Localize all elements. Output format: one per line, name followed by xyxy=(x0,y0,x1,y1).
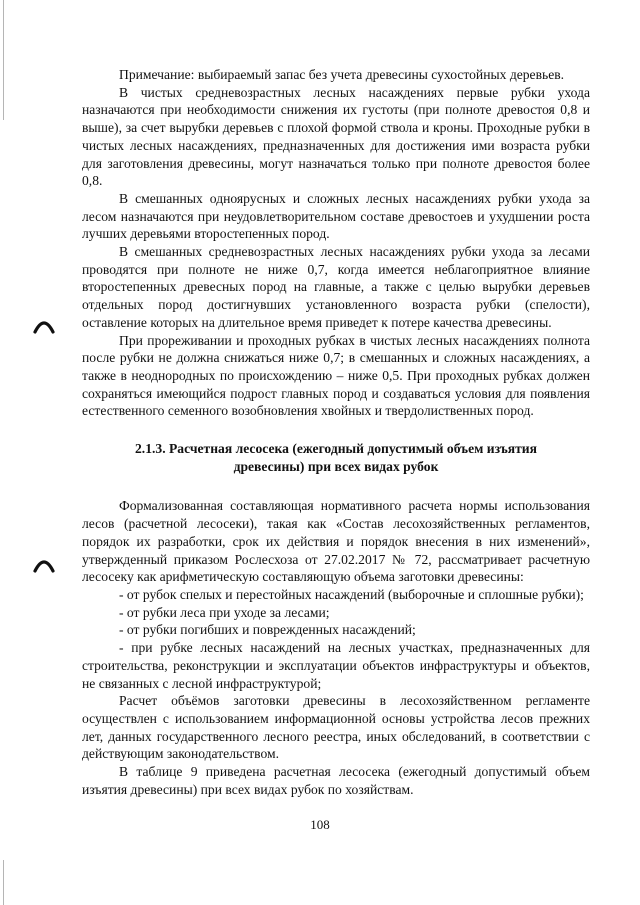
section-heading xyxy=(82,440,590,475)
intro-paragraph: Формализованная составляющая нормативного расчета нормы использования лесов (расчетной лесосеки), такая как «Состав лесохозяйственных регламентов, порядок их разработки, срок их действия и порядок внесения в них изменений», утвержденный приказом Рослесхоза от 27.02.2017 № 72, рассматривает расчетную лесосеку как арифметическую составляющую объема заготовки древесины: xyxy=(82,498,590,585)
note-paragraph: Примечание: выбираемый запас без учета древесины сухостойных деревьев. xyxy=(119,67,565,82)
scan-edge-line xyxy=(3,0,4,120)
list-item: - от рубки леса при уходе за лесами; xyxy=(119,604,330,620)
body-paragraph: В чистых средневозрастных лесных насаждениях первые рубки ухода назначаются при необходимости снижения их густоты (при полноте древостоя 0,8 и выше), за счет вырубки деревьев с плохой формой ствола и кроны. Проходные рубки в чистых лесных насаждениях, предназначенных для достижения ими возраста рубки для заготовления древесины, могут назначаться только при полноте древостоя более 0,8. xyxy=(82,84,590,189)
document-body xyxy=(82,66,590,798)
body-paragraph: Расчет объёмов заготовки древесины в лесохозяйственном регламенте осуществлен с использованием информационной основы устройства лесов прежних лет, данных государственного лесного реестра, иных обследований, в соответствии с действующим законодательством. xyxy=(82,693,590,762)
body-paragraph: В смешанных средневозрастных лесных насаждениях рубки ухода за лесами проводятся при полноте не ниже 0,7, когда имеется неблагоприятное влияние второстепенных древесных пород на главные, а также с целью вырубки деревьев отдельных пород достигнувших установленного возраста рубки (спелости), оставление которых на длительное время приведет к потере качества древесины. xyxy=(82,244,590,330)
body-paragraph: При прореживании и проходных рубках в чистых лесных насаждениях полнота после рубки не должна снижаться ниже 0,7; в смешанных и сложных насаждениях, а также в неоднородных по происхождению – ниже 0,5. При проходных рубках должен сохраняться имеющийся подрост главных пород и создаваться условия для появления естественного семенного возобновления хвойных и твердолиственных пород. xyxy=(82,332,590,419)
list-item: - при рубке лесных насаждений на лесных участках, предназначенных для строительства, реконструкции и эксплуатации объектов инфраструктуры и объектов, не связанных с лесной инфраструктурой; xyxy=(82,640,590,691)
binder-hole-arc-icon xyxy=(33,316,55,334)
section-heading-line-2: древесины) при всех видах рубок xyxy=(233,458,439,474)
body-paragraph: В таблице 9 приведена расчетная лесосека (ежегодный допустимый объем изъятия древесины) при всех видах рубок по хозяйствам. xyxy=(82,764,590,797)
section-heading-line-1: 2.1.3. Расчетная лесосека (ежегодный допустимый объем изъятия xyxy=(135,441,537,457)
scan-edge-line xyxy=(3,860,4,905)
list-item: - от рубки погибших и поврежденных насаждений; xyxy=(119,622,416,638)
binder-hole-arc-icon xyxy=(33,555,55,573)
spacer xyxy=(82,475,590,497)
page-number: 108 xyxy=(310,817,330,832)
body-paragraph: В смешанных одноярусных и сложных лесных насаждениях рубки ухода за лесом назначаются при неудовлетворительном составе древостоев и ухудшении роста лучших деревьями второстепенных пород. xyxy=(82,190,590,242)
list-item: - от рубок спелых и перестойных насаждений (выборочные и сплошные рубки); xyxy=(119,586,584,602)
